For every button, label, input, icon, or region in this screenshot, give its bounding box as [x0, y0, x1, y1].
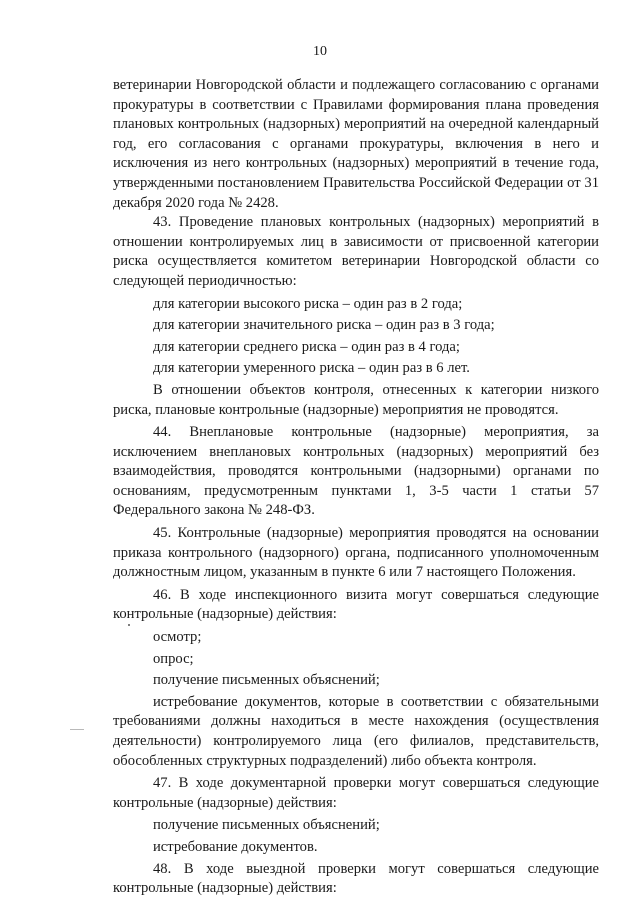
paragraph-47: 47. В ходе документарной проверки могут совершаться следующие контрольные (надзорные) действия: — [113, 775, 599, 811]
paragraph-46: 46. В ходе инспекционного визита могут совершаться следующие контрольные (надзорные) действия: — [113, 586, 599, 623]
paragraph-44: 44. Внеплановые контрольные (надзорные) мероприятия, за исключением внеплановых контрольных (надзорных) мероприятий без взаимодействия, проводятся контрольными (надзорными) органами по основаниям, предусмотренным пунктами 1, 3-5 части 1 статьи 57 Федерального закона № 248-ФЗ. — [113, 424, 599, 519]
risk-moderate-line: для категории умеренного риска – один раз в 6 лет. — [153, 360, 470, 377]
margin-mark — [70, 729, 84, 730]
paragraph-43: 43. Проведение плановых контрольных (надзорных) мероприятий в отношении контролируемых лиц в зависимости от присвоенной категории риска осуществляется комитетом ветеринарии Новгородской области со следующей периодичностью: — [113, 214, 599, 289]
action-survey-line: опрос; — [153, 650, 194, 667]
action-documents-paragraph: истребование документов, которые в соответствии с обязательными требованиями должны находиться в месте нахождения (осуществления деятельности) контролируемого лица (его филиалов, представительств, обособленных структурных подразделений) либо объекта контроля. — [113, 693, 599, 769]
risk-high-line: для категории высокого риска – один раз в 2 года; — [153, 295, 463, 312]
action-inspection-line: осмотр; — [153, 629, 202, 646]
document-body — [113, 76, 599, 899]
paragraph-48: 48. В ходе выездной проверки могут совершаться следующие контрольные (надзорные) действия: — [113, 860, 599, 897]
risk-low-paragraph: В отношении объектов контроля, отнесенных к категории низкого риска, плановые контрольные (надзорные) мероприятия не проводятся. — [113, 381, 599, 418]
action-explanations-line: получение письменных объяснений; — [153, 672, 380, 689]
page-number: 10 — [313, 44, 327, 59]
check-documents-line: истребование документов. — [153, 838, 318, 855]
paragraph-45: 45. Контрольные (надзорные) мероприятия проводятся на основании приказа контрольного (надзорного) органа, подписанного уполномоченным должностным лицом, указанным в пункте 6 или 7 настоящего Положения. — [113, 525, 599, 581]
risk-significant-line: для категории значительного риска – один раз в 3 года; — [153, 317, 495, 334]
check-explanations-line: получение письменных объяснений; — [153, 817, 380, 834]
paragraph-continued: ветеринарии Новгородской области и подлежащего согласованию с органами прокуратуры в соответствии с Правилами формирования плана проведения плановых контрольных (надзорных) мероприятий на очередной календарный год, его согласования с органами прокуратуры, включения в него и исключения из него контрольных (надзорных) мероприятий в течение года, утвержденными постановлением Правительства Российской Федерации от 31 декабря 2020 года № 2428. — [113, 77, 599, 211]
risk-medium-line: для категории среднего риска – один раз в 4 года; — [153, 338, 460, 355]
